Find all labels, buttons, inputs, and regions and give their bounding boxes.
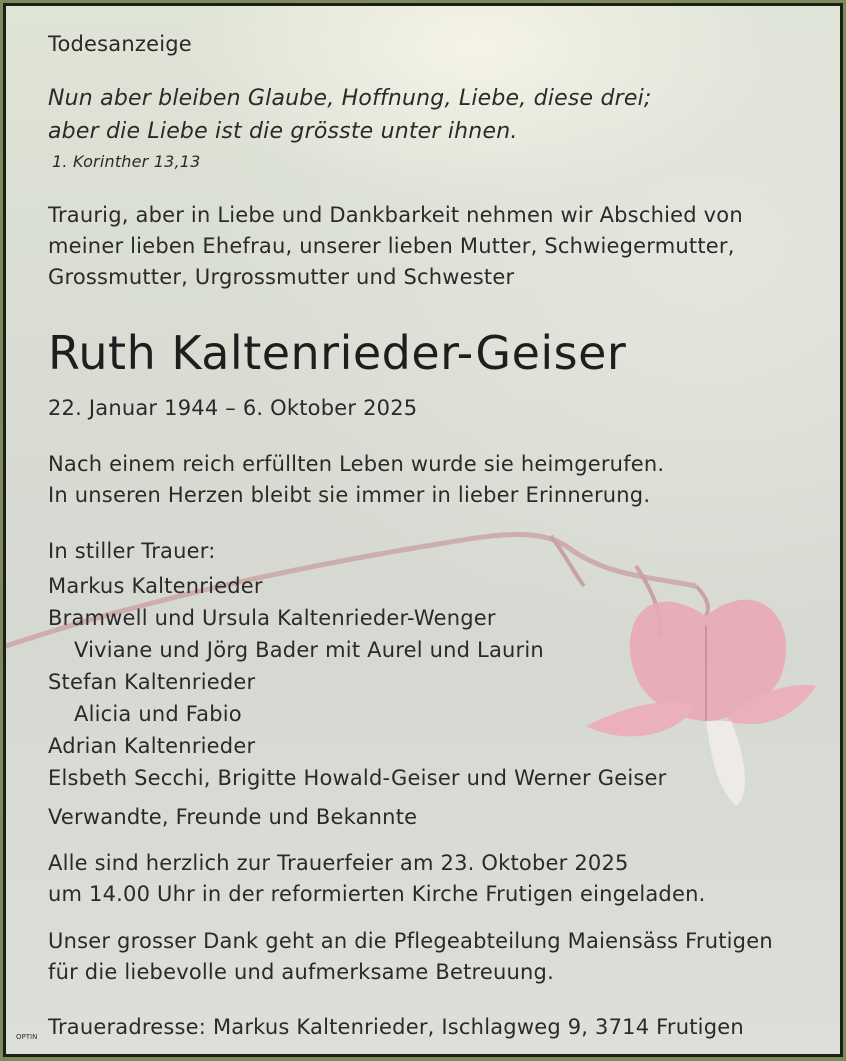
intro-line: Grossmutter, Urgrossmutter und Schwester: [48, 265, 515, 289]
mourning-label: In stiller Trauer:: [48, 539, 216, 563]
funeral-line: Alle sind herzlich zur Trauerfeier am 23. Oktober 2025: [48, 851, 629, 875]
thanks-line: für die liebevolle und aufmerksame Betreuung.: [48, 960, 554, 984]
verse-line: aber die Liebe ist die grösste unter ihnen.: [48, 119, 518, 144]
verse-line: Nun aber bleiben Glaube, Hoffnung, Liebe, diese drei;: [48, 86, 652, 111]
mourner: Markus Kaltenrieder: [48, 574, 263, 598]
mourner: Stefan Kaltenrieder: [48, 670, 256, 694]
mourner: Alicia und Fabio: [74, 702, 242, 726]
text-line: In unseren Herzen bleibt sie immer in lieber Erinnerung.: [48, 483, 651, 507]
funeral-line: um 14.00 Uhr in der reformierten Kirche Frutigen eingeladen.: [48, 882, 706, 906]
obituary-card: [3, 3, 843, 1057]
deceased-name: Ruth Kaltenrieder-Geiser: [48, 326, 627, 380]
intro-line: meiner lieben Ehefrau, unserer lieben Mutter, Schwiegermutter,: [48, 234, 735, 258]
verse-reference: 1. Korinther 13,13: [52, 152, 201, 171]
intro-line: Traurig, aber in Liebe und Dankbarkeit nehmen wir Abschied von: [48, 203, 743, 227]
mourner: Bramwell und Ursula Kaltenrieder-Wenger: [48, 606, 496, 630]
mourner: Elsbeth Secchi, Brigitte Howald-Geiser und Werner Geiser: [48, 766, 667, 790]
text-line: Nach einem reich erfüllten Leben wurde sie heimgerufen.: [48, 452, 665, 476]
thanks-line: Unser grosser Dank geht an die Pflegeabteilung Maiensäss Frutigen: [48, 929, 773, 953]
life-dates: 22. Januar 1944 – 6. Oktober 2025: [48, 396, 418, 420]
mourning-address: Traueradresse: Markus Kaltenrieder, Ischlagweg 9, 3714 Frutigen: [48, 1015, 744, 1039]
mourner: Viviane und Jörg Bader mit Aurel und Laurin: [74, 638, 544, 662]
relatives: Verwandte, Freunde und Bekannte: [48, 805, 418, 829]
mourner: Adrian Kaltenrieder: [48, 734, 256, 758]
heading: Todesanzeige: [48, 32, 192, 56]
footer-code: OPTIN: [16, 1033, 38, 1041]
